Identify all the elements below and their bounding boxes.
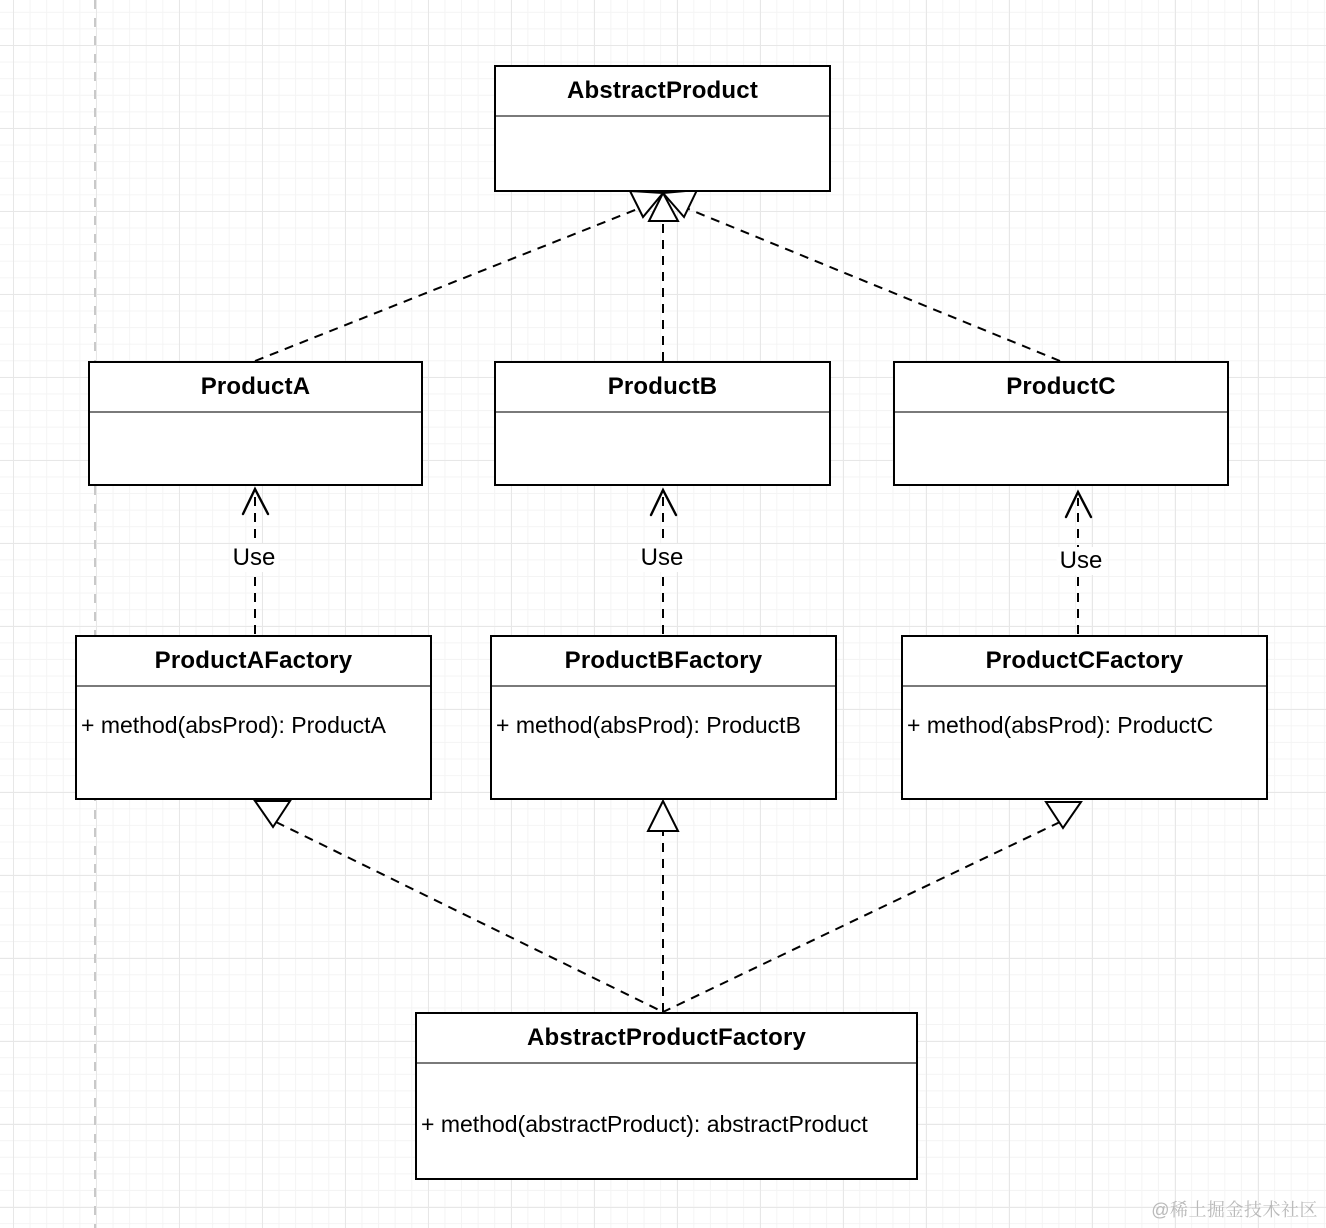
class-product-b [494, 361, 831, 486]
hollow-triangle-factory-a [255, 801, 290, 827]
class-product-a [88, 361, 423, 486]
class-method: + method(absProd): ProductC [907, 712, 1214, 738]
class-product-c [893, 361, 1229, 486]
use-label-a: Use [230, 544, 279, 572]
use-label-c: Use [1057, 547, 1106, 575]
edge-abstractFactory-productCFactory [663, 822, 1060, 1012]
use-label-b: Use [638, 544, 687, 572]
class-method: + method(abstractProduct): abstractProduct [421, 1111, 868, 1137]
class-body [492, 687, 835, 738]
class-body [417, 1064, 916, 1137]
hollow-triangle-factory-b [648, 801, 678, 831]
watermark-text: @稀土掘金技术社区 [1151, 1200, 1318, 1220]
class-title: ProductBFactory [492, 637, 835, 687]
edge-productA-abstractProduct [255, 206, 645, 361]
class-title: ProductC [895, 363, 1227, 413]
class-abstract-product [494, 65, 831, 192]
class-title: ProductAFactory [77, 637, 430, 687]
class-title: ProductCFactory [903, 637, 1266, 687]
edge-productC-abstractProduct [681, 206, 1060, 361]
class-method: + method(absProd): ProductA [81, 712, 386, 738]
hollow-triangle-factory-c [1046, 802, 1081, 828]
class-product-c-factory [901, 635, 1268, 800]
class-title: ProductB [496, 363, 829, 413]
class-abstract-product-factory [415, 1012, 918, 1180]
class-body [77, 687, 430, 738]
class-product-b-factory [490, 635, 837, 800]
class-title: ProductA [90, 363, 421, 413]
class-title: AbstractProductFactory [417, 1014, 916, 1064]
class-product-a-factory [75, 635, 432, 800]
edge-abstractFactory-productAFactory [276, 822, 663, 1012]
class-method: + method(absProd): ProductB [496, 712, 801, 738]
class-body [903, 687, 1266, 738]
class-title: AbstractProduct [496, 67, 829, 117]
